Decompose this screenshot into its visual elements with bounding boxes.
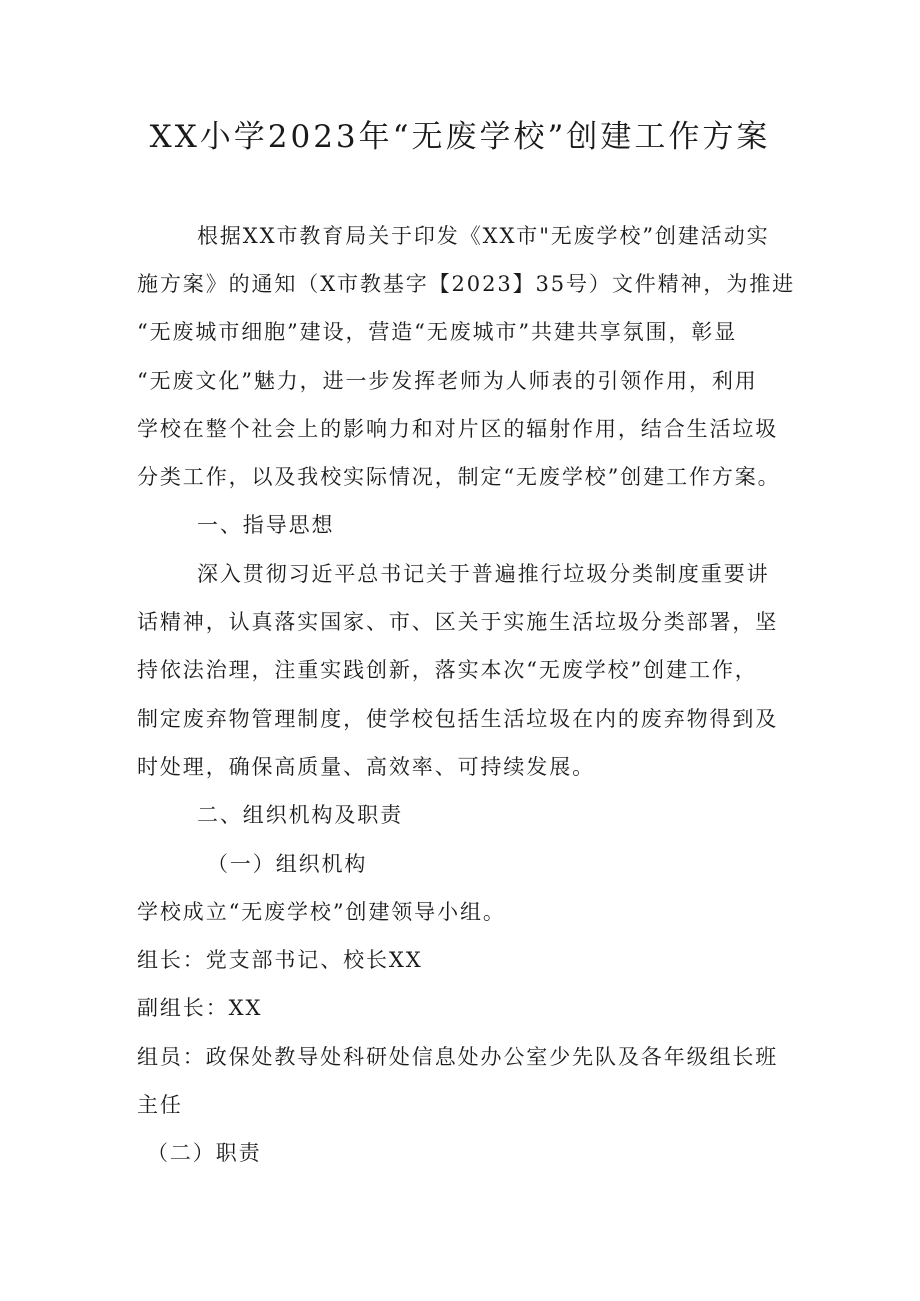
intro-line-4: “无废文化”魅力，进一步发挥老师为人师表的引领作用，利用 [137,369,758,393]
section1-line-2: 话精神，认真落实国家、市、区关于实施生活垃圾分类部署，坚 [137,610,779,634]
intro-line-2: 施方案》的通知（X市教基字【2023】35号）文件精神，为推进 [137,272,796,296]
org-line-4: 组员：政保处教导处科研处信息处办公室少先队及各年级组长班 [137,1045,779,1069]
section2-sub2-heading: （二）职责 [147,1141,262,1165]
section1-line-3: 持依法治理，注重实践创新，落实本次“无废学校”创建工作， [137,658,758,682]
intro-line-5: 学校在整个社会上的影响力和对片区的辐射作用，结合生活垃圾 [137,417,779,441]
intro-line-6: 分类工作，以及我校实际情况，制定“无废学校”创建工作方案。 [137,465,781,489]
section2-heading: 二、组织机构及职责 [197,803,404,827]
intro-line-1: 根据XX市教育局关于印发《XX市"无废学校”创建活动实 [197,224,770,248]
section1-heading: 一、指导思想 [197,513,335,537]
section2-sub1-heading: （一）组织机构 [207,852,368,876]
intro-line-3: “无废城市细胞”建设，营造“无废城市”共建共享氛围，彰显 [137,320,738,344]
document-title: XX小学2023年“无废学校”创建工作方案 [149,119,771,155]
section1-line-5: 时处理，确保高质量、高效率、可持续发展。 [137,755,595,779]
section1-line-1: 深入贯彻习近平总书记关于普遍推行垃圾分类制度重要讲 [197,562,770,586]
org-line-5: 主任 [137,1093,183,1117]
org-line-3: 副组长：XX [137,996,263,1020]
section1-line-4: 制定废弃物管理制度，使学校包括生活垃圾在内的废弃物得到及 [137,707,779,731]
org-line-1: 学校成立“无废学校”创建领导小组。 [137,900,506,924]
org-line-2: 组长：党支部书记、校长XX [137,948,423,972]
